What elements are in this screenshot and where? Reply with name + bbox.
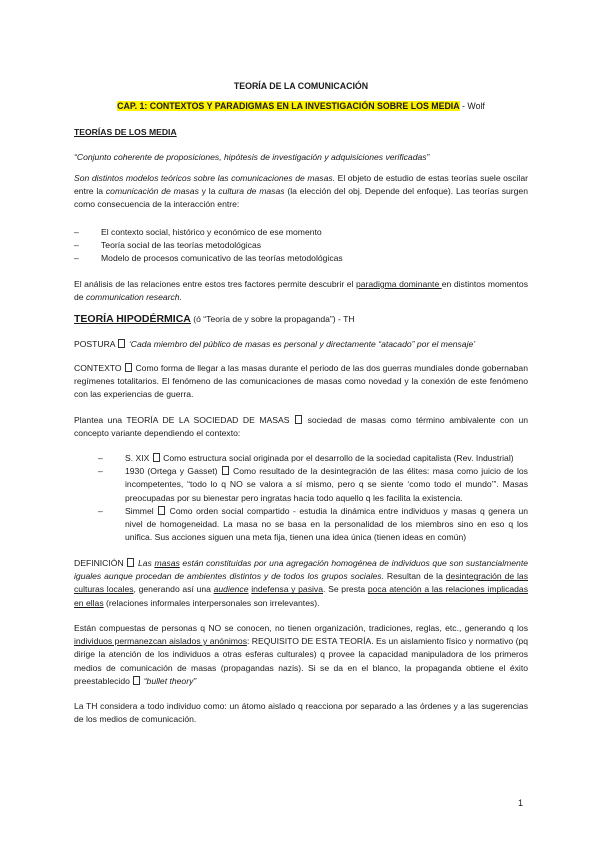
definition-quote: “Conjunto coherente de proposiciones, hipótesis de investigación y adquisiciones verificadas” <box>74 152 430 162</box>
arrow-icon <box>222 466 229 475</box>
paradigm-paragraph: El análisis de las relaciones entre estos tres factores permite descubrir el paradigma dominante en distintos momentos de communication research. <box>74 279 528 303</box>
th-subtitle: (ó “Teoría de y sobre la propaganda”) - TH <box>190 314 355 324</box>
arrow-icon <box>158 506 165 515</box>
definition-paragraph: DEFINICIÓN Las masas están constituidas por una agregación homogénea de individuos que son sustancialmente iguales aunque procedan de ambientes distintos y de todos los grupos sociales. Resultan de la desintegración de las culturas locales, generando así una audience indefensa y pasiva. Se presta poca atención a las relaciones implicadas en ellas (relaciones informales interpersonales son irrelevantes). <box>74 558 529 608</box>
th-heading <box>74 313 528 326</box>
th-title: TEORÍA HIPODÉRMICA <box>74 313 191 325</box>
list-item: – Simmel Como orden social compartido - estudia la dinámica entre individuos y masas q genera un nivel de homogeneidad. La masa no se basa en la personalidad de los miembros sino en eso q los unifica. Sus acciones siguen una meta fija, tienen una idea única (tienen ideas en común) <box>98 505 529 543</box>
document-title: TEORÍA DE LA COMUNICACIÓN <box>233 81 369 91</box>
plantea-paragraph: Plantea una TEORÍA DE LA SOCIEDAD DE MASAS sociedad de masas como término ambivalente con un concepto variante dependiendo el contexto: <box>74 415 529 439</box>
list-item: – 1930 (Ortega y Gasset) Como resultado de la desintegración de las élites: masa como juicio de los incompetentes, “todo lo q NO se valora a sí mismo, pero q se siente ‘como todo el mundo’”. Masas preocupadas por su bienestar pero ingratas hacia todo aquello q les facilita la existencia. <box>98 466 528 503</box>
arrow-icon <box>125 363 132 372</box>
list-item: – Teoría social de las teorías metodológicas <box>74 240 262 251</box>
arrow-icon <box>133 676 140 685</box>
arrow-icon <box>118 339 125 348</box>
chapter-heading <box>74 100 528 113</box>
section-heading: TEORÍAS DE LOS MEDIA <box>74 127 177 137</box>
intro-paragraph: Son distintos modelos teóricos sobre las comunicaciones de masas. El objeto de estudio de estas teorías suele oscilar entre la comunicación de masas y la cultura de masas (la elección del obj. Depende del enfoque). Las teorías surgen como consecuencia de la interacción entre: <box>74 173 528 210</box>
list-item: – El contexto social, histórico y económico de ese momento <box>74 227 322 237</box>
page-number: 1 <box>518 798 524 808</box>
composition-paragraph: Están compuestas de personas q NO se conocen, no tienen organización, tradiciones, reglas, etc., generando q los individuos permanezcan aislados y anónimos: REQUISITO DE ESTA TEORÍA. Es un aislamiento físico y normativo (pq dirige la atención de los individuos a otras esferas culturales) q provee la capacidad manipuladora de los primeros medios de comunicación de masas (propagandas nazis). Si se da en el blanco, la propaganda obtiene el éxito preestablecido “bullet theory” <box>74 623 528 686</box>
contexto-paragraph: CONTEXTO Como forma de llegar a las masas durante el periodo de las dos guerras mundiales donde gobernaban regímenes totalitarios. El fenómeno de las comunicaciones de masas como novedad y la conexión de este fenómeno con las experiencias de guerra. <box>74 363 528 400</box>
list-item: – S. XIX Como estructura social originada por el desarrollo de la sociedad capitalista (Rev. Industrial) <box>98 453 514 463</box>
mass-concepts-list <box>74 452 528 544</box>
chapter-author: - Wolf <box>459 101 485 111</box>
list-item: – Modelo de procesos comunicativo de las teorías metodológicas <box>74 253 343 264</box>
th-conclusion-paragraph: La TH considera a todo individuo como: un átomo aislado q reacciona por separado a las órdenes y a las sugerencias de los medios de comunicación. <box>74 701 528 725</box>
factors-list <box>74 226 528 266</box>
arrow-icon <box>153 453 160 462</box>
arrow-icon <box>295 415 302 424</box>
arrow-icon <box>127 558 134 567</box>
postura-line: POSTURA ‘Cada miembro del público de masas es personal y directamente “atacado” por el mensaje’ <box>74 339 476 349</box>
chapter-highlight: CAP. 1: CONTEXTOS Y PARADIGMAS EN LA INVESTIGACIÓN SOBRE LOS MEDIA <box>117 101 460 111</box>
